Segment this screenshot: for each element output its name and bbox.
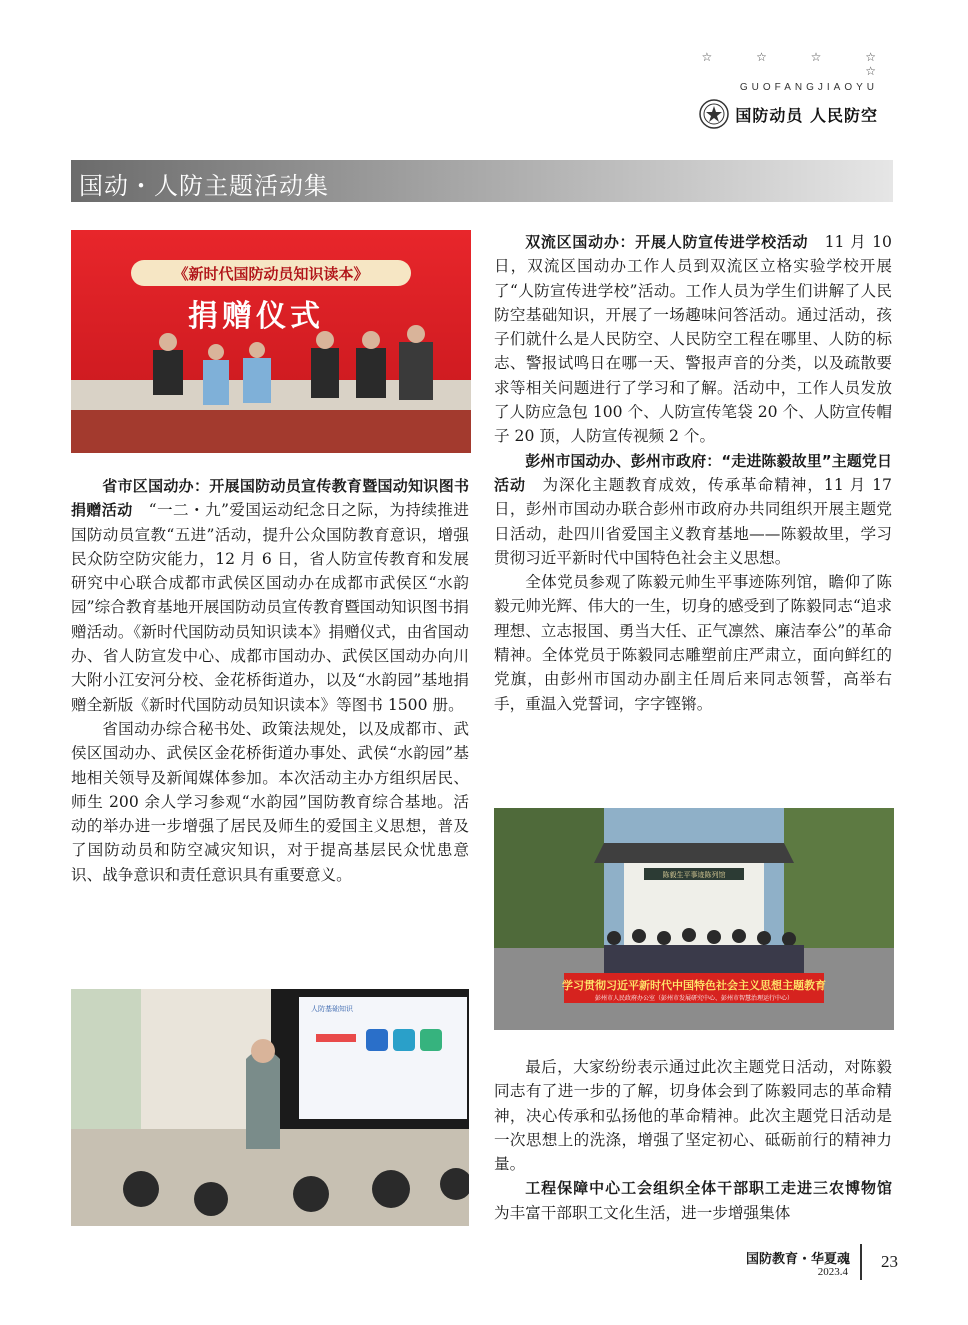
article-1-title: 省市区国动办：开展国防动员宣传教育暨国动知识图书捐赠活动 (71, 477, 469, 520)
article-1-paragraph-1: “一二・九”爱国运动纪念日之际，为持续推进国防动员宣教“五进”活动，提升公众国防教育意识，增强民众防空防灾能力，12 月 6 日，省人防宣传教育和发展研究中心联合成都市武侯区国动办在成都市武侯区“水韵园”综合教育基地开展国防动员宣传教育暨国动知识图书捐赠活动。《新时代国防动员知识读本》捐赠仪式，由省国动办、省人防宣发中心、成都市国动办、武侯区国动办向川大附小江安河分校、金花桥街道办，以及“水韵园”基地捐赠全新版《新时代国防动员知识读本》等图书 1500 册。 (71, 501, 469, 714)
footer-magazine: 国防教育・华夏魂 (745, 1252, 850, 1267)
header-brand (698, 99, 878, 129)
article-3-paragraph-2: 全体党员参观了陈毅元帅生平事迹陈列馆，瞻仰了陈毅元帅光辉、伟大的一生，切身的感受到了陈毅同志“追求理想、立志报国、勇当大任、正气凛然、廉洁奉公”的革命精神。全体党员于陈毅同志雕塑前庄严肃立，面向鲜红的党旗，由彭州市国动办副主任周后来同志领誓，高举右手，重温入党誓词，字字铿锵。 (494, 573, 892, 713)
gate-sign: 陈毅生平事迹陈列馆 (662, 871, 726, 879)
page-header (698, 50, 896, 129)
section-banner (71, 160, 893, 202)
article-2-paragraph-1: 11 月 10 日，双流区国动办工作人员到双流区立格实验学校开展了“人防宣传进学校”活动。工作人员为学生们讲解了人民防空基础知识，开展了一场趣味问答活动。通过活动，孩子们就什么是人民防空、人民防空工程在哪里、人防的标志、警报试鸣日在哪一天、警报声音的分类，以及疏散要求等相关问题进行了学习和了解。活动中，工作人员发放了人防应急包 100 个、人防宣传笔袋 20 个、人防宣传帽子 20 顶，人防宣传视频 2 个。 (494, 233, 892, 446)
article-3 (494, 449, 892, 570)
page-number: 23 (881, 1252, 898, 1271)
donation-ceremony-photo (71, 230, 471, 453)
article-4-title: 工程保障中心工会组织全体干部职工走进三农博物馆 (525, 1179, 892, 1198)
footer-divider (860, 1244, 862, 1280)
emblem-icon (699, 99, 729, 129)
article-4 (494, 1176, 892, 1225)
ceremony-banner-line2: 捐赠仪式 (188, 299, 324, 334)
article-1-paragraph-2: 省国动办综合秘书处、政策法规处，以及成都市、武侯区国动办、武侯区金花桥街道办事处、武侯“水韵园”基地相关领导及新闻媒体参加。本次活动主办方组织居民、师生 200 余人学习参观“水韵园”国防教育综合基地。活动的举办进一步增强了居民及师生的爱国主义思想，普及了国防动员和防空减灾知识，对于提高基层民众忧患意识、战争意识和责任意识具有重要意义。 (71, 719, 469, 884)
header-pinyin: GUOFANGJIAOYU (739, 82, 878, 93)
group-banner-line1: 学习贯彻习近平新时代中国特色社会主义思想主题教育 (562, 979, 826, 992)
right-column-top (494, 230, 892, 716)
article-2-title: 双流区国动办：开展人防宣传进学校活动 (525, 233, 809, 251)
header-brand-text: 国防动员 人民防空 (735, 105, 878, 125)
star-row: ☆ ☆ ☆ ☆ ☆ (701, 50, 896, 78)
article-4-paragraph-1: 为丰富干部职工文化生活，进一步增强集体 (494, 1203, 791, 1222)
footer-issue: 2023.4 (817, 1266, 848, 1278)
left-column (71, 474, 469, 887)
right-column-bottom (494, 1055, 892, 1225)
screen-caption: 人防基础知识 (311, 1005, 353, 1013)
section-title: 国动・人防主题活动集 (79, 172, 329, 200)
article-3-paragraph-3: 最后，大家纷纷表示通过此次主题党日活动，对陈毅同志有了进一步的了解，切身体会到了陈毅同志的革命精神，决心传承和弘扬他的革命精神。此次主题党日活动是一次思想上的洗涤，增强了坚定初心、砥砺前行的精神力量。 (494, 1058, 892, 1174)
ceremony-banner-line1: 《新时代国防动员知识读本》 (173, 265, 369, 283)
article-3-title: 彭州市国动办、彭州市政府：“走进陈毅故里”主题党日活动 (494, 451, 892, 494)
article-1-intro (71, 474, 469, 717)
classroom-photo (71, 989, 469, 1226)
article-3-paragraph-1: 为深化主题教育成效，传承革命精神，11 月 17 日，彭州市国动办联合彭州市政府办共同组织开展主题党日活动，赴四川省爱国主义教育基地——陈毅故里，学习贯彻习近平新时代中国特色社会主义思想。 (494, 475, 892, 567)
group-banner-line2: 彭州市人民政府办公室（彭州市发展研究中心、彭州市智慧治理运行中心） (594, 995, 794, 1002)
group-photo (494, 808, 894, 1030)
article-2 (494, 230, 892, 449)
